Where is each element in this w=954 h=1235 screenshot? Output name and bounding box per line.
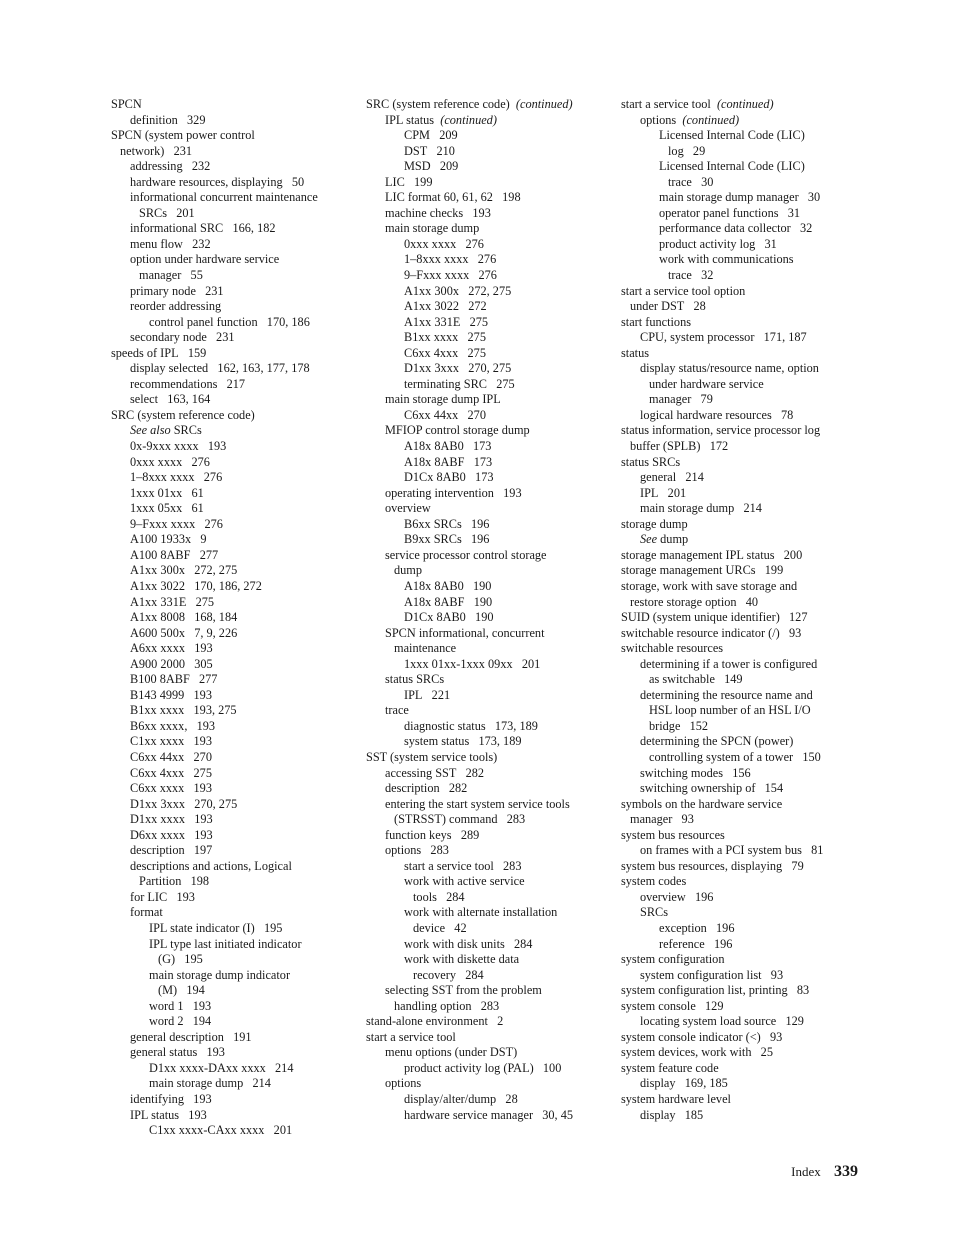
index-entry: hardware resources, displaying 50 xyxy=(130,174,305,189)
index-entry: C6xx 4xxx 275 xyxy=(404,345,486,360)
index-entry: IPL status (continued) xyxy=(385,112,497,127)
index-entry: switching ownership of 154 xyxy=(640,781,784,796)
index-entry: display 169, 185 xyxy=(640,1076,728,1091)
index-entry: definition 329 xyxy=(130,112,206,127)
index-entry: controlling system of a tower 150 xyxy=(649,749,821,764)
index-entry: manager 93 xyxy=(630,812,694,827)
index-entry: for LIC 193 xyxy=(130,889,195,904)
index-entry: manager 79 xyxy=(649,392,713,407)
index-entry: DST 210 xyxy=(404,143,455,158)
index-entry: A18x 8ABF 173 xyxy=(404,454,493,469)
index-entry: (M) 194 xyxy=(158,983,205,998)
index-entry: identifying 193 xyxy=(130,1092,212,1106)
index-entry: A900 2000 305 xyxy=(130,656,213,671)
index-entry: operating intervention 193 xyxy=(385,485,522,500)
index-entry: terminating SRC 275 xyxy=(404,376,515,391)
index-entry: addressing 232 xyxy=(130,159,211,174)
index-entry: IPL 221 xyxy=(404,687,451,702)
index-entry: buffer (SPLB) 172 xyxy=(630,439,729,454)
index-entry: (STRSST) command 283 xyxy=(394,812,526,827)
index-entry: on frames with a PCI system bus 81 xyxy=(640,843,824,858)
index-entry: hardware service manager 30, 45 xyxy=(404,1107,574,1122)
index-entry: system console 129 xyxy=(621,998,724,1013)
index-entry: menu flow 232 xyxy=(130,236,211,251)
index-entry: general 214 xyxy=(640,470,704,485)
index-entry: MSD 209 xyxy=(404,159,459,174)
index-entry: IPL status 193 xyxy=(130,1107,207,1122)
index-entry: SRC (system reference code) xyxy=(111,407,255,422)
index-entry: main storage dump 214 xyxy=(149,1076,271,1091)
index-entry: status xyxy=(621,345,650,360)
index-entry: under hardware service xyxy=(649,376,764,391)
index-entry: informational SRC 166, 182 xyxy=(130,221,276,236)
index-entry: status SRCs xyxy=(621,454,681,469)
index-entry: D1xx xxxx-DAxx xxxx 214 xyxy=(149,1060,294,1075)
index-entry: work with communications xyxy=(659,252,794,267)
index-entry: start a service tool (continued) xyxy=(621,97,774,111)
index-entry: 1–8xxx xxxx 276 xyxy=(130,470,223,485)
index-entry: display selected 162, 163, 177, 178 xyxy=(130,361,310,376)
index-entry: A1xx 331E 275 xyxy=(404,314,489,329)
index-entry: main storage dump IPL xyxy=(385,392,501,407)
index-entry: D1Cx 8AB0 173 xyxy=(404,470,494,485)
index-entry: locating system load source 129 xyxy=(640,1014,804,1029)
index-entry: B9xx SRCs 196 xyxy=(404,532,490,547)
index-entry: main storage dump indicator xyxy=(149,967,291,982)
index-entry: switchable resource indicator (/) 93 xyxy=(621,625,802,640)
index-entry: system codes xyxy=(621,874,687,889)
index-entry: menu options (under DST) xyxy=(385,1045,518,1060)
index-entry: under DST 28 xyxy=(630,299,706,314)
index-entry: storage management URCs 199 xyxy=(621,563,784,578)
index-entry: selecting SST from the problem xyxy=(385,983,542,998)
index-entry: start a service tool option xyxy=(621,283,746,298)
index-entry: A6xx xxxx 193 xyxy=(130,641,213,656)
index-entry: A100 8ABF 277 xyxy=(130,547,219,562)
index-entry: work with active service xyxy=(404,874,525,889)
index-entry: status information, service processor log xyxy=(621,423,821,438)
index-entry: exception 196 xyxy=(659,920,735,935)
index-entry: restore storage option 40 xyxy=(630,594,759,609)
index-entry: speeds of IPL 159 xyxy=(111,345,207,360)
index-entry: C1xx xxxx 193 xyxy=(130,734,212,749)
index-entry: word 1 193 xyxy=(149,998,212,1013)
index-entry: status SRCs xyxy=(385,672,445,687)
index-entry: LIC 199 xyxy=(385,174,433,189)
index-entry: operator panel functions 31 xyxy=(659,205,801,220)
index-entry: trace xyxy=(385,703,409,718)
index-entry: D1Cx 8AB0 190 xyxy=(404,610,494,625)
index-entry: A1xx 300x 272, 275 xyxy=(130,563,238,578)
index-entry: options xyxy=(385,1076,422,1091)
index-entry: D1xx 3xxx 270, 275 xyxy=(404,361,512,376)
index-entry: IPL 201 xyxy=(640,485,687,500)
page-number: 339 xyxy=(834,1163,858,1180)
index-entry: stand-alone environment 2 xyxy=(366,1014,504,1029)
index-entry: service processor control storage xyxy=(385,547,547,562)
index-entry: storage, work with save storage and xyxy=(621,578,798,593)
index-entry: start a service tool xyxy=(366,1029,456,1044)
index-entry: 1xxx 01xx 61 xyxy=(130,485,204,500)
index-entry: CPM 209 xyxy=(404,128,458,143)
index-entry: work with alternate installation xyxy=(404,905,558,920)
index-entry: See dump xyxy=(640,532,689,547)
index-entry: system configuration list, printing 83 xyxy=(621,983,810,998)
index-entry: device 42 xyxy=(413,920,467,935)
index-entry: main storage dump 214 xyxy=(640,501,762,516)
index-entry: 1xxx 01xx-1xxx 09xx 201 xyxy=(404,656,541,671)
index-entry: IPL state indicator (I) 195 xyxy=(149,920,283,935)
index-entry: select 163, 164 xyxy=(130,392,211,407)
index-entry: C6xx 4xxx 275 xyxy=(130,765,212,780)
index-entry: storage dump xyxy=(621,516,688,531)
page-footer xyxy=(791,1163,858,1181)
index-entry: system devices, work with 25 xyxy=(621,1045,773,1060)
index-entry: accessing SST 282 xyxy=(385,765,485,780)
index-column-1 xyxy=(111,97,351,1139)
index-entry: system configuration list 93 xyxy=(640,967,784,982)
index-entry: B6xx SRCs 196 xyxy=(404,516,490,531)
index-entry: A1xx 3022 170, 186, 272 xyxy=(130,578,262,593)
index-entry: handling option 283 xyxy=(394,998,500,1013)
index-entry: word 2 194 xyxy=(149,1014,212,1029)
index-entry: A1xx 331E 275 xyxy=(130,594,215,609)
index-entry: work with disk units 284 xyxy=(404,936,533,951)
index-entry: function keys 289 xyxy=(385,827,480,842)
index-column-3 xyxy=(621,97,857,1123)
index-entry: recommendations 217 xyxy=(130,376,246,391)
index-entry: A18x 8AB0 190 xyxy=(404,578,492,593)
index-entry: informational concurrent maintenance xyxy=(130,190,318,205)
index-entry: primary node 231 xyxy=(130,283,224,298)
index-entry: determining the resource name and xyxy=(640,687,813,702)
index-entry: storage management IPL status 200 xyxy=(621,547,803,562)
index-entry: display status/resource name, option xyxy=(640,361,819,376)
index-entry: entering the start system service tools xyxy=(385,796,570,811)
index-entry: A1xx 8008 168, 184 xyxy=(130,610,238,625)
index-entry: SPCN (system power control xyxy=(111,128,255,143)
index-entry: D6xx xxxx 193 xyxy=(130,827,213,842)
index-entry: recovery 284 xyxy=(413,967,484,982)
index-entry: A1xx 300x 272, 275 xyxy=(404,283,512,298)
index-entry: B1xx xxxx 193, 275 xyxy=(130,703,237,718)
index-entry: switchable resources xyxy=(621,641,724,656)
index-entry: network) 231 xyxy=(120,143,193,158)
index-entry: C6xx 44xx 270 xyxy=(404,407,486,422)
index-entry: main storage dump manager 30 xyxy=(659,190,821,205)
index-entry: SPCN informational, concurrent xyxy=(385,625,545,640)
index-entry: general status 193 xyxy=(130,1045,225,1060)
index-entry: determining if a tower is configured xyxy=(640,656,818,671)
index-entry: reorder addressing xyxy=(130,299,222,314)
index-entry: A18x 8AB0 173 xyxy=(404,439,492,454)
index-entry: reference 196 xyxy=(659,936,733,951)
index-entry: logical hardware resources 78 xyxy=(640,407,794,422)
index-entry: Licensed Internal Code (LIC) xyxy=(659,128,805,143)
index-entry: symbols on the hardware service xyxy=(621,796,783,811)
index-entry: product activity log (PAL) 100 xyxy=(404,1060,562,1075)
index-entry: performance data collector 32 xyxy=(659,221,813,236)
index-entry: SRCs 201 xyxy=(139,205,195,220)
index-entry: CPU, system processor 171, 187 xyxy=(640,330,807,345)
index-entry: bridge 152 xyxy=(649,718,709,733)
index-entry: 9–Fxxx xxxx 276 xyxy=(130,516,223,531)
index-entry: B6xx xxxx, 193 xyxy=(130,718,216,733)
index-entry: trace 30 xyxy=(668,174,714,189)
index-entry: as switchable 149 xyxy=(649,672,743,687)
index-entry: options 283 xyxy=(385,843,449,858)
index-entry: SST (system service tools) xyxy=(366,749,498,764)
index-entry: A100 1933x 9 xyxy=(130,532,207,547)
index-entry: 0xxx xxxx 276 xyxy=(130,454,210,469)
index-entry: Licensed Internal Code (LIC) xyxy=(659,159,805,174)
index-entry: format xyxy=(130,905,163,920)
index-entry: trace 32 xyxy=(668,268,714,283)
index-entry: B100 8ABF 277 xyxy=(130,672,218,687)
index-entry: description 197 xyxy=(130,843,213,858)
footer-label: Index xyxy=(791,1164,821,1179)
index-entry: display 185 xyxy=(640,1107,704,1122)
index-entry: options (continued) xyxy=(640,112,740,127)
index-entry: C1xx xxxx-CAxx xxxx 201 xyxy=(149,1123,293,1138)
index-entry: manager 55 xyxy=(139,268,203,283)
index-entry: 1xxx 05xx 61 xyxy=(130,501,204,516)
index-entry: system bus resources xyxy=(621,827,725,842)
index-entry: 0x-9xxx xxxx 193 xyxy=(130,439,227,454)
index-entry: 9–Fxxx xxxx 276 xyxy=(404,268,497,283)
index-entry: 0xxx xxxx 276 xyxy=(404,236,484,251)
index-entry: start a service tool 283 xyxy=(404,858,522,873)
index-entry: control panel function 170, 186 xyxy=(149,314,310,329)
index-entry: C6xx xxxx 193 xyxy=(130,781,212,796)
index-entry: IPL type last initiated indicator xyxy=(149,936,302,951)
index-entry: MFIOP control storage dump xyxy=(385,423,530,438)
index-entry: SPCN xyxy=(111,97,142,111)
index-entry: description 282 xyxy=(385,781,468,796)
index-entry: descriptions and actions, Logical xyxy=(130,858,292,873)
index-entry: work with diskette data xyxy=(404,952,520,967)
index-entry: dump xyxy=(394,563,423,578)
index-column-2 xyxy=(366,97,606,1123)
index-entry: LIC format 60, 61, 62 198 xyxy=(385,190,521,205)
index-entry: general description 191 xyxy=(130,1029,252,1044)
index-entry: secondary node 231 xyxy=(130,330,235,345)
index-entry: overview xyxy=(385,501,431,516)
index-entry: option under hardware service xyxy=(130,252,280,267)
index-entry: determining the SPCN (power) xyxy=(640,734,794,749)
index-entry: log 29 xyxy=(668,143,706,158)
index-entry: system console indicator (<) 93 xyxy=(621,1029,783,1044)
index-entry: display/alter/dump 28 xyxy=(404,1092,518,1106)
index-entry: start functions xyxy=(621,314,692,329)
index-entry: D1xx 3xxx 270, 275 xyxy=(130,796,238,811)
index-entry: B143 4999 193 xyxy=(130,687,212,702)
index-entry: diagnostic status 173, 189 xyxy=(404,718,538,733)
index-entry: maintenance xyxy=(394,641,457,656)
index-entry: system hardware level xyxy=(621,1092,731,1106)
index-entry: system configuration xyxy=(621,952,725,967)
index-entry: SUID (system unique identifier) 127 xyxy=(621,610,808,625)
index-entry: switching modes 156 xyxy=(640,765,751,780)
index-entry: B1xx xxxx 275 xyxy=(404,330,486,345)
index-entry: SRC (system reference code) (continued) xyxy=(366,97,573,111)
index-entry: product activity log 31 xyxy=(659,236,777,251)
index-entry: A18x 8ABF 190 xyxy=(404,594,493,609)
index-entry: HSL loop number of an HSL I/O xyxy=(649,703,811,718)
index-entry: tools 284 xyxy=(413,889,465,904)
index-entry: overview 196 xyxy=(640,889,714,904)
index-entry: system status 173, 189 xyxy=(404,734,522,749)
index-entry: system feature code xyxy=(621,1060,719,1075)
index-entry: main storage dump xyxy=(385,221,480,236)
index-entry: See also SRCs xyxy=(130,423,202,438)
index-entry: 1–8xxx xxxx 276 xyxy=(404,252,497,267)
index-entry: SRCs xyxy=(640,905,669,920)
index-entry: A600 500x 7, 9, 226 xyxy=(130,625,238,640)
index-entry: machine checks 193 xyxy=(385,205,491,220)
index-entry: Partition 198 xyxy=(139,874,210,889)
index-entry: C6xx 44xx 270 xyxy=(130,749,212,764)
index-entry: A1xx 3022 272 xyxy=(404,299,487,314)
index-entry: system bus resources, displaying 79 xyxy=(621,858,804,873)
index-entry: (G) 195 xyxy=(158,952,203,967)
index-entry: D1xx xxxx 193 xyxy=(130,812,213,827)
